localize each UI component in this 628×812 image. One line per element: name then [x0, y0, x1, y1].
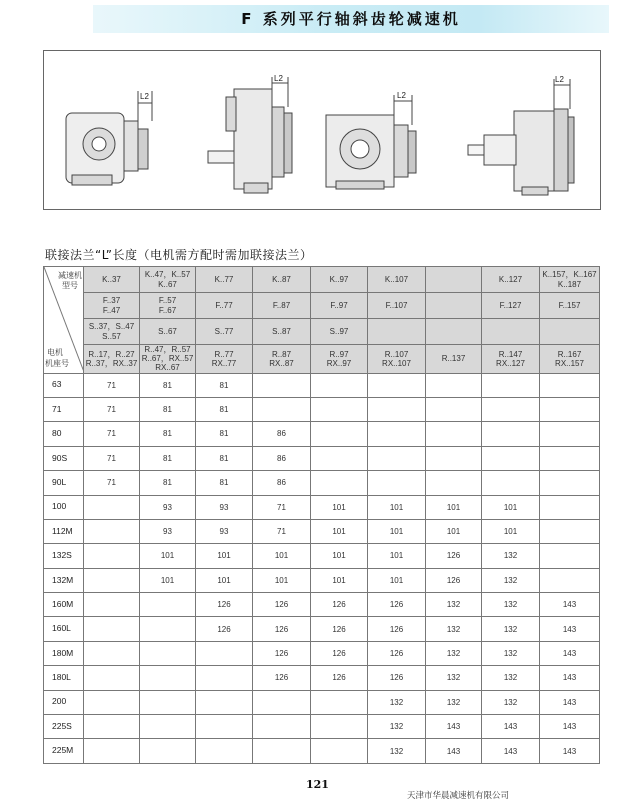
length-value-cell: 126	[368, 666, 426, 690]
header-cell-text: F..67	[158, 305, 177, 315]
header-cell-text: F..57	[158, 296, 177, 306]
length-value-cell	[311, 373, 368, 397]
header-cell-text: K..67	[158, 279, 177, 289]
length-value-cell	[540, 568, 600, 592]
length-value-cell: 86	[253, 446, 311, 470]
length-value-cell: 93	[140, 519, 196, 543]
table-row	[44, 397, 600, 421]
header-cell	[482, 293, 540, 319]
frame-size-cell: 160L	[44, 617, 84, 641]
header-cell-text: K..47，K..57	[144, 270, 191, 280]
header-cell	[311, 293, 368, 319]
length-value-cell: 126	[368, 593, 426, 617]
header-cell-text: RX..87	[269, 358, 294, 368]
section-title: 联接法兰“L”长度（电机需方配时需加联接法兰）	[45, 248, 313, 262]
length-value-cell	[140, 739, 196, 763]
length-value-cell	[368, 422, 426, 446]
length-value-cell: 132	[482, 568, 540, 592]
header-cell-text: R..167	[557, 349, 582, 359]
length-value-cell: 81	[196, 373, 253, 397]
header-cell	[311, 319, 368, 345]
length-value-cell	[540, 471, 600, 495]
length-value-cell: 132	[482, 544, 540, 568]
length-value-cell	[140, 690, 196, 714]
header-cell	[482, 267, 540, 293]
header-cell-text: R..77	[214, 349, 234, 359]
header-cell	[253, 293, 311, 319]
table-row	[44, 568, 600, 592]
header-row	[44, 293, 600, 319]
length-value-cell	[84, 568, 140, 592]
frame-size-cell: 90S	[44, 446, 84, 470]
header-cell	[426, 345, 482, 374]
header-cell-text: K..77	[214, 274, 234, 284]
length-value-cell: 71	[84, 422, 140, 446]
length-value-cell: 126	[253, 593, 311, 617]
length-value-cell	[140, 666, 196, 690]
header-cell	[540, 293, 600, 319]
header-cell	[196, 345, 253, 374]
header-cell-text: K..37	[102, 274, 121, 284]
length-value-cell: 143	[540, 666, 600, 690]
table-row	[44, 739, 600, 763]
length-value-cell: 81	[196, 397, 253, 421]
header-cell-text: RX..127	[496, 358, 525, 368]
length-value-cell: 126	[368, 617, 426, 641]
header-cell-text: F..37	[102, 296, 121, 306]
dimension-label-l2-3: L2	[397, 91, 406, 100]
length-value-cell	[540, 446, 600, 470]
table-row	[44, 666, 600, 690]
length-value-cell	[311, 690, 368, 714]
length-value-cell: 101	[368, 544, 426, 568]
length-value-cell	[84, 739, 140, 763]
length-value-cell	[482, 446, 540, 470]
length-value-cell	[84, 617, 140, 641]
length-value-cell: 132	[426, 617, 482, 641]
length-value-cell: 126	[311, 641, 368, 665]
header-cell-text: RX..77	[211, 358, 237, 368]
header-cell-text: K..97	[329, 274, 349, 284]
length-value-cell: 126	[426, 568, 482, 592]
length-value-cell	[253, 373, 311, 397]
length-value-cell: 101	[368, 519, 426, 543]
length-value-cell: 132	[482, 617, 540, 641]
length-value-cell: 93	[196, 519, 253, 543]
header-cell	[253, 267, 311, 293]
length-value-cell	[253, 715, 311, 739]
header-cell	[140, 319, 196, 345]
header-cell	[84, 319, 140, 345]
header-cell-text: S..57	[102, 331, 121, 341]
length-value-cell: 101	[368, 568, 426, 592]
length-value-cell	[196, 739, 253, 763]
length-value-cell	[368, 446, 426, 470]
length-value-cell: 101	[368, 495, 426, 519]
length-value-cell	[84, 690, 140, 714]
length-value-cell: 126	[196, 617, 253, 641]
header-cell	[196, 267, 253, 293]
length-value-cell: 143	[540, 715, 600, 739]
frame-size-cell: 180L	[44, 666, 84, 690]
length-value-cell: 126	[426, 544, 482, 568]
length-value-cell	[540, 397, 600, 421]
header-cell	[253, 319, 311, 345]
length-value-cell	[540, 544, 600, 568]
frame-size-cell: 180M	[44, 641, 84, 665]
table-row	[44, 715, 600, 739]
length-value-cell: 101	[253, 544, 311, 568]
header-cell	[311, 267, 368, 293]
footer-company: 天津市华晨减速机有限公司	[407, 791, 510, 801]
gear-unit-drawing-3	[326, 95, 416, 189]
dimension-label-l2-2: L2	[274, 74, 283, 83]
page-number: 121	[306, 778, 329, 791]
length-value-cell: 81	[196, 471, 253, 495]
header-cell-text: S..87	[272, 326, 291, 336]
header-row	[44, 345, 600, 374]
frame-size-cell: 112M	[44, 519, 84, 543]
header-cell	[426, 319, 482, 345]
frame-size-cell: 63	[44, 373, 84, 397]
page-title: F 系列平行轴斜齿轮减速机	[241, 10, 461, 28]
length-value-cell: 132	[426, 690, 482, 714]
header-cell	[84, 293, 140, 319]
header-cell-text: F..87	[272, 300, 291, 310]
table-row	[44, 422, 600, 446]
length-value-cell: 132	[368, 739, 426, 763]
length-value-cell: 81	[140, 446, 196, 470]
header-cell	[426, 293, 482, 319]
length-value-cell: 71	[84, 373, 140, 397]
length-value-cell: 101	[311, 544, 368, 568]
corner-cell	[44, 267, 84, 374]
header-cell-text: S..97	[329, 326, 349, 336]
length-value-cell: 101	[253, 568, 311, 592]
gear-unit-drawing-4	[468, 79, 574, 195]
header-cell-text: RX..107	[382, 358, 411, 368]
length-value-cell: 81	[196, 422, 253, 446]
length-value-cell	[84, 544, 140, 568]
table-row	[44, 593, 600, 617]
length-value-cell	[253, 397, 311, 421]
length-value-cell	[253, 690, 311, 714]
header-cell-text: R..37，RX..37	[85, 358, 138, 368]
header-cell-text: K..107	[384, 274, 409, 284]
length-value-cell: 71	[253, 519, 311, 543]
length-value-cell: 81	[140, 397, 196, 421]
table-row	[44, 519, 600, 543]
header-cell	[84, 345, 140, 374]
length-value-cell: 143	[482, 715, 540, 739]
length-value-cell: 81	[140, 373, 196, 397]
header-cell-text: R..67，RX..57	[141, 354, 194, 364]
corner-bottom-label: 电机	[47, 348, 63, 358]
length-value-cell: 86	[253, 422, 311, 446]
length-value-cell: 143	[482, 739, 540, 763]
length-value-cell: 143	[540, 690, 600, 714]
length-value-cell: 101	[196, 568, 253, 592]
header-cell-text: R..87	[271, 349, 292, 359]
frame-size-cell: 80	[44, 422, 84, 446]
header-row	[44, 319, 600, 345]
length-value-cell	[482, 373, 540, 397]
length-value-cell: 126	[311, 617, 368, 641]
header-cell-text: F..47	[102, 305, 121, 315]
frame-size-cell: 90L	[44, 471, 84, 495]
length-value-cell	[540, 373, 600, 397]
length-value-cell	[196, 641, 253, 665]
length-value-cell	[196, 690, 253, 714]
table-row	[44, 373, 600, 397]
length-value-cell: 143	[540, 739, 600, 763]
header-cell-text: S..77	[214, 326, 234, 336]
length-value-cell: 132	[482, 690, 540, 714]
length-value-cell: 132	[426, 641, 482, 665]
length-value-cell: 101	[426, 519, 482, 543]
header-cell	[540, 345, 600, 374]
length-value-cell	[140, 715, 196, 739]
length-value-cell	[426, 397, 482, 421]
length-value-cell	[84, 593, 140, 617]
table-row	[44, 495, 600, 519]
gear-unit-figure	[43, 50, 601, 210]
header-cell-text: F..127	[499, 300, 522, 310]
length-value-cell: 132	[368, 715, 426, 739]
length-value-cell: 101	[140, 544, 196, 568]
frame-size-cell: 225S	[44, 715, 84, 739]
length-value-cell	[311, 446, 368, 470]
length-value-cell: 126	[253, 617, 311, 641]
length-value-cell: 143	[540, 617, 600, 641]
length-value-cell	[311, 422, 368, 446]
length-value-cell: 126	[253, 666, 311, 690]
header-cell	[426, 267, 482, 293]
header-cell	[368, 267, 426, 293]
table-row	[44, 446, 600, 470]
length-value-cell: 132	[368, 690, 426, 714]
gear-unit-drawing-1	[66, 91, 152, 185]
header-cell	[253, 345, 311, 374]
length-value-cell	[311, 397, 368, 421]
length-value-cell	[368, 397, 426, 421]
length-value-cell: 132	[482, 641, 540, 665]
length-value-cell	[540, 422, 600, 446]
header-cell-text: S..37，S..47	[88, 322, 135, 332]
length-value-cell	[311, 739, 368, 763]
length-value-cell	[311, 715, 368, 739]
length-value-cell: 93	[140, 495, 196, 519]
length-value-cell: 143	[426, 739, 482, 763]
header-cell	[540, 319, 600, 345]
length-value-cell	[540, 519, 600, 543]
header-cell	[368, 345, 426, 374]
length-value-cell	[426, 471, 482, 495]
frame-size-cell: 132M	[44, 568, 84, 592]
header-cell-text: RX..157	[555, 358, 584, 368]
flange-length-table	[43, 266, 600, 764]
dimension-label-l2-1: L2	[140, 92, 149, 101]
frame-size-cell: 160M	[44, 593, 84, 617]
header-cell-text: F..97	[330, 300, 348, 310]
length-value-cell	[368, 471, 426, 495]
length-value-cell: 86	[253, 471, 311, 495]
frame-size-cell: 132S	[44, 544, 84, 568]
length-value-cell	[140, 617, 196, 641]
length-value-cell	[368, 373, 426, 397]
length-value-cell	[426, 373, 482, 397]
length-value-cell: 71	[84, 397, 140, 421]
frame-size-cell: 200	[44, 690, 84, 714]
corner-top-label: 减速机	[58, 271, 82, 281]
length-value-cell: 143	[540, 593, 600, 617]
header-cell	[140, 293, 196, 319]
header-cell	[368, 293, 426, 319]
length-value-cell: 81	[196, 446, 253, 470]
header-cell	[311, 345, 368, 374]
header-cell	[540, 267, 600, 293]
header-cell-text: R..137	[441, 354, 466, 364]
header-cell	[140, 345, 196, 374]
header-cell-text: S..67	[158, 326, 177, 336]
length-value-cell	[311, 471, 368, 495]
length-value-cell	[482, 422, 540, 446]
length-value-cell: 101	[311, 519, 368, 543]
gear-unit-drawing-2	[208, 77, 292, 193]
length-value-cell: 132	[482, 666, 540, 690]
length-value-cell	[196, 715, 253, 739]
length-value-cell: 81	[140, 422, 196, 446]
length-value-cell: 132	[426, 666, 482, 690]
header-cell-text: R..47，R..57	[144, 345, 191, 354]
dimension-label-l2-4: L2	[555, 75, 564, 84]
table-row	[44, 617, 600, 641]
frame-size-cell: 225M	[44, 739, 84, 763]
length-value-cell	[84, 495, 140, 519]
header-cell-text: R..97	[329, 349, 349, 359]
length-value-cell	[426, 446, 482, 470]
gear-unit-drawings	[44, 51, 602, 211]
length-value-cell: 126	[368, 641, 426, 665]
length-value-cell: 143	[426, 715, 482, 739]
header-cell-text: K..87	[272, 274, 291, 284]
table-row	[44, 471, 600, 495]
header-cell-text: F..107	[385, 300, 408, 310]
length-value-cell: 143	[540, 641, 600, 665]
frame-size-cell: 100	[44, 495, 84, 519]
header-cell	[482, 345, 540, 374]
header-cell-text: R..107	[384, 349, 409, 359]
length-value-cell	[540, 495, 600, 519]
length-value-cell: 126	[311, 593, 368, 617]
length-value-cell: 101	[426, 495, 482, 519]
length-value-cell: 101	[140, 568, 196, 592]
header-cell-text: K..187	[557, 279, 582, 289]
header-cell-text: K..127	[498, 274, 523, 284]
header-cell	[84, 267, 140, 293]
header-cell	[368, 319, 426, 345]
header-cell	[482, 319, 540, 345]
length-value-cell	[482, 471, 540, 495]
length-value-cell: 71	[253, 495, 311, 519]
length-value-cell	[84, 666, 140, 690]
frame-size-cell: 71	[44, 397, 84, 421]
table-row	[44, 641, 600, 665]
length-value-cell	[84, 715, 140, 739]
length-value-cell: 101	[196, 544, 253, 568]
length-value-cell	[253, 739, 311, 763]
header-cell-text: RX..67	[155, 363, 180, 373]
corner-top-label-2: 型号	[62, 281, 78, 291]
length-value-cell: 126	[196, 593, 253, 617]
length-value-cell: 101	[311, 495, 368, 519]
header-cell	[196, 293, 253, 319]
length-value-cell: 132	[426, 593, 482, 617]
length-value-cell	[140, 593, 196, 617]
corner-bottom-label-2: 机座号	[45, 359, 69, 369]
header-cell-text: RX..97	[326, 358, 352, 368]
header-cell-text: R..147	[498, 349, 523, 359]
header-cell-text: R..17，R..27	[88, 349, 135, 359]
length-value-cell: 71	[84, 446, 140, 470]
length-value-cell: 71	[84, 471, 140, 495]
length-value-cell	[140, 641, 196, 665]
length-value-cell: 126	[253, 641, 311, 665]
length-value-cell: 81	[140, 471, 196, 495]
header-cell-text: F..157	[558, 300, 581, 310]
header-cell-text: F..77	[215, 300, 233, 310]
length-value-cell: 101	[482, 495, 540, 519]
length-value-cell	[84, 641, 140, 665]
length-value-cell	[482, 397, 540, 421]
length-value-cell: 101	[311, 568, 368, 592]
length-value-cell: 126	[311, 666, 368, 690]
length-value-cell: 132	[482, 593, 540, 617]
header-cell-text: K..157，K..167	[542, 270, 597, 280]
length-value-cell: 93	[196, 495, 253, 519]
header-cell	[140, 267, 196, 293]
length-value-cell: 101	[482, 519, 540, 543]
table-row	[44, 544, 600, 568]
length-value-cell	[196, 666, 253, 690]
header-cell	[196, 319, 253, 345]
header-row	[44, 267, 600, 293]
length-value-cell	[426, 422, 482, 446]
table-row	[44, 690, 600, 714]
length-value-cell	[84, 519, 140, 543]
